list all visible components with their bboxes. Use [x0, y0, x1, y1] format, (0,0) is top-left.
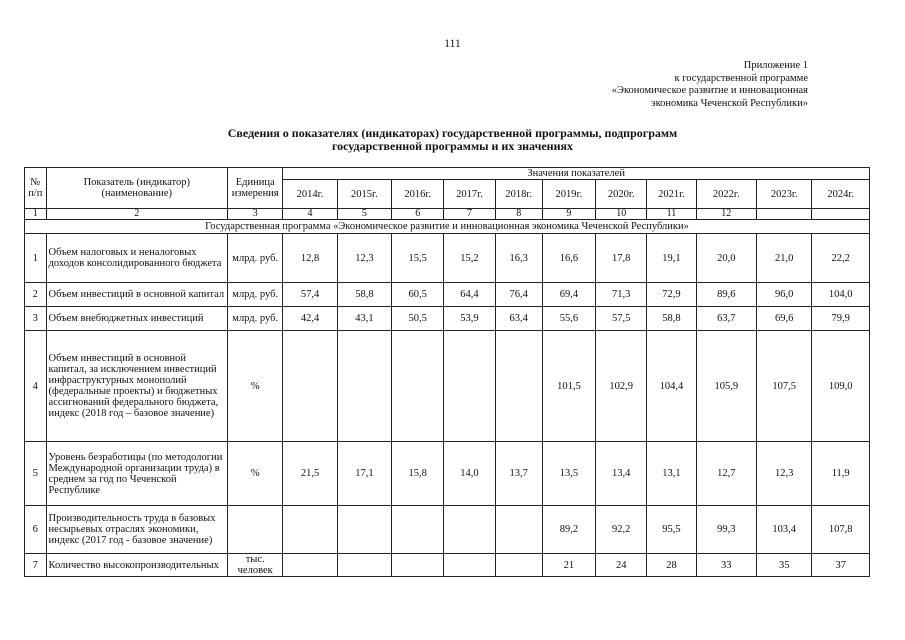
value-cell: 21,5	[283, 442, 337, 506]
value-cell: 15,8	[392, 442, 444, 506]
value-cell: 14,0	[444, 442, 495, 506]
value-cell: 55,6	[542, 307, 595, 331]
column-number: 12	[696, 209, 756, 220]
value-cell: 17,8	[596, 234, 647, 283]
header-year: 2016г.	[392, 180, 444, 209]
program-row	[25, 220, 870, 234]
value-cell: 35	[757, 554, 812, 577]
value-cell	[337, 554, 391, 577]
document-title	[0, 127, 905, 153]
value-cell: 69,4	[542, 283, 595, 307]
value-cell: 57,4	[283, 283, 337, 307]
page-number: 111	[444, 38, 461, 50]
value-cell: 16,6	[542, 234, 595, 283]
indicators-table	[24, 167, 870, 577]
table-row	[25, 234, 870, 283]
column-number	[812, 209, 870, 220]
row-number: 6	[25, 506, 47, 554]
value-cell: 13,5	[542, 442, 595, 506]
value-cell: 28	[647, 554, 696, 577]
column-number: 1	[25, 209, 47, 220]
header-year: 2015г.	[337, 180, 391, 209]
value-cell: 107,8	[812, 506, 870, 554]
value-cell	[444, 331, 495, 442]
value-cell	[283, 331, 337, 442]
unit-cell	[228, 506, 283, 554]
value-cell: 69,6	[757, 307, 812, 331]
value-cell: 15,2	[444, 234, 495, 283]
value-cell: 53,9	[444, 307, 495, 331]
value-cell: 42,4	[283, 307, 337, 331]
value-cell: 12,3	[757, 442, 812, 506]
program-title: Государственная программа «Экономическое развитие и инновационная экономика Чеченской Республики»	[25, 220, 870, 234]
appendix-line: экономика Чеченской Республики»	[651, 97, 808, 109]
value-cell	[392, 506, 444, 554]
table-row	[25, 506, 870, 554]
column-number: 10	[596, 209, 647, 220]
value-cell: 64,4	[444, 283, 495, 307]
column-number: 2	[46, 209, 227, 220]
value-cell: 99,3	[696, 506, 756, 554]
value-cell	[495, 331, 542, 442]
value-cell: 58,8	[337, 283, 391, 307]
header-year: 2014г.	[283, 180, 337, 209]
appendix-line: «Экономическое развитие и инновационная	[611, 85, 808, 96]
value-cell: 92,2	[596, 506, 647, 554]
value-cell	[495, 554, 542, 577]
value-cell	[392, 554, 444, 577]
value-cell: 22,2	[812, 234, 870, 283]
title-line: государственной программы и их значениях	[331, 139, 573, 153]
value-cell: 12,3	[337, 234, 391, 283]
row-number: 1	[25, 234, 47, 283]
value-cell: 60,5	[392, 283, 444, 307]
value-cell: 12,7	[696, 442, 756, 506]
value-cell: 109,0	[812, 331, 870, 442]
value-cell: 89,6	[696, 283, 756, 307]
header-year: 2021г.	[647, 180, 696, 209]
column-number: 3	[228, 209, 283, 220]
value-cell: 17,1	[337, 442, 391, 506]
table-row	[25, 307, 870, 331]
value-cell: 63,7	[696, 307, 756, 331]
header-year: 2023г.	[757, 180, 812, 209]
header-year: 2018г.	[495, 180, 542, 209]
row-number: 3	[25, 307, 47, 331]
value-cell: 72,9	[647, 283, 696, 307]
column-number: 6	[392, 209, 444, 220]
value-cell: 102,9	[596, 331, 647, 442]
value-cell	[283, 554, 337, 577]
value-cell: 13,1	[647, 442, 696, 506]
row-number: 2	[25, 283, 47, 307]
table-row	[25, 554, 870, 577]
header-unit: Единица измерения	[228, 168, 283, 209]
indicator-name: Уровень безработицы (по методологии Международной организации труда) в среднем за год по Чеченской Республике	[46, 442, 227, 506]
header-num: № п/п	[25, 168, 47, 209]
header-year: 2019г.	[542, 180, 595, 209]
column-numbers-row	[25, 209, 870, 220]
column-number: 11	[647, 209, 696, 220]
value-cell: 37	[812, 554, 870, 577]
title-line: Сведения о показателях (индикаторах) государственной программы, подпрограмм	[227, 126, 678, 140]
value-cell: 43,1	[337, 307, 391, 331]
header-year: 2022г.	[696, 180, 756, 209]
value-cell: 104,0	[812, 283, 870, 307]
row-number: 5	[25, 442, 47, 506]
column-number: 4	[283, 209, 337, 220]
value-cell: 21,0	[757, 234, 812, 283]
indicator-name: Объем инвестиций в основной капитал, за исключением инвестиций инфраструктурных монополий (федеральные проекты) и бюджетных ассигнований федерального бюджета, индекс (2018 год – базовое значение)	[46, 331, 227, 442]
unit-cell: млрд. руб.	[228, 307, 283, 331]
value-cell: 71,3	[596, 283, 647, 307]
value-cell: 103,4	[757, 506, 812, 554]
header-year: 2017г.	[444, 180, 495, 209]
row-number: 7	[25, 554, 47, 577]
header-indicator: Показатель (индикатор) (наименование)	[46, 168, 227, 209]
value-cell: 57,5	[596, 307, 647, 331]
value-cell: 33	[696, 554, 756, 577]
value-cell	[444, 506, 495, 554]
indicator-name: Количество высокопроизводительных	[46, 554, 227, 577]
header-row	[25, 168, 870, 180]
value-cell: 11,9	[812, 442, 870, 506]
indicator-name: Объем инвестиций в основной капитал	[46, 283, 227, 307]
value-cell: 101,5	[542, 331, 595, 442]
value-cell	[283, 506, 337, 554]
indicator-name: Объем налоговых и неналоговых доходов консолидированного бюджета	[46, 234, 227, 283]
value-cell: 24	[596, 554, 647, 577]
value-cell: 21	[542, 554, 595, 577]
row-number: 4	[25, 331, 47, 442]
unit-cell: %	[228, 442, 283, 506]
value-cell	[495, 506, 542, 554]
value-cell: 19,1	[647, 234, 696, 283]
indicator-name: Производительность труда в базовых несырьевых отраслях экономики, индекс (2017 год - базовое значение)	[46, 506, 227, 554]
value-cell: 105,9	[696, 331, 756, 442]
value-cell	[444, 554, 495, 577]
value-cell: 20,0	[696, 234, 756, 283]
value-cell: 76,4	[495, 283, 542, 307]
value-cell: 12,8	[283, 234, 337, 283]
column-number: 9	[542, 209, 595, 220]
header-year: 2020г.	[596, 180, 647, 209]
column-number: 8	[495, 209, 542, 220]
value-cell: 95,5	[647, 506, 696, 554]
unit-cell: %	[228, 331, 283, 442]
value-cell: 13,7	[495, 442, 542, 506]
value-cell: 58,8	[647, 307, 696, 331]
unit-cell: млрд. руб.	[228, 234, 283, 283]
header-year: 2024г.	[812, 180, 870, 209]
value-cell: 79,9	[812, 307, 870, 331]
table-row	[25, 442, 870, 506]
column-number: 5	[337, 209, 391, 220]
unit-cell: тыс. человек	[228, 554, 283, 577]
value-cell: 16,3	[495, 234, 542, 283]
table-row	[25, 283, 870, 307]
table-row	[25, 331, 870, 442]
value-cell: 13,4	[596, 442, 647, 506]
value-cell	[337, 331, 391, 442]
value-cell: 63,4	[495, 307, 542, 331]
value-cell: 15,5	[392, 234, 444, 283]
unit-cell: млрд. руб.	[228, 283, 283, 307]
column-number: 7	[444, 209, 495, 220]
value-cell: 107,5	[757, 331, 812, 442]
value-cell	[392, 331, 444, 442]
value-cell: 50,5	[392, 307, 444, 331]
value-cell: 96,0	[757, 283, 812, 307]
value-cell: 104,4	[647, 331, 696, 442]
appendix-line: Приложение 1	[743, 60, 808, 71]
indicator-name: Объем внебюджетных инвестиций	[46, 307, 227, 331]
header-values-group: Значения показателей	[283, 168, 870, 180]
value-cell	[337, 506, 391, 554]
value-cell: 89,2	[542, 506, 595, 554]
appendix-line: к государственной программе	[674, 72, 808, 84]
column-number	[757, 209, 812, 220]
appendix-note	[612, 60, 808, 110]
